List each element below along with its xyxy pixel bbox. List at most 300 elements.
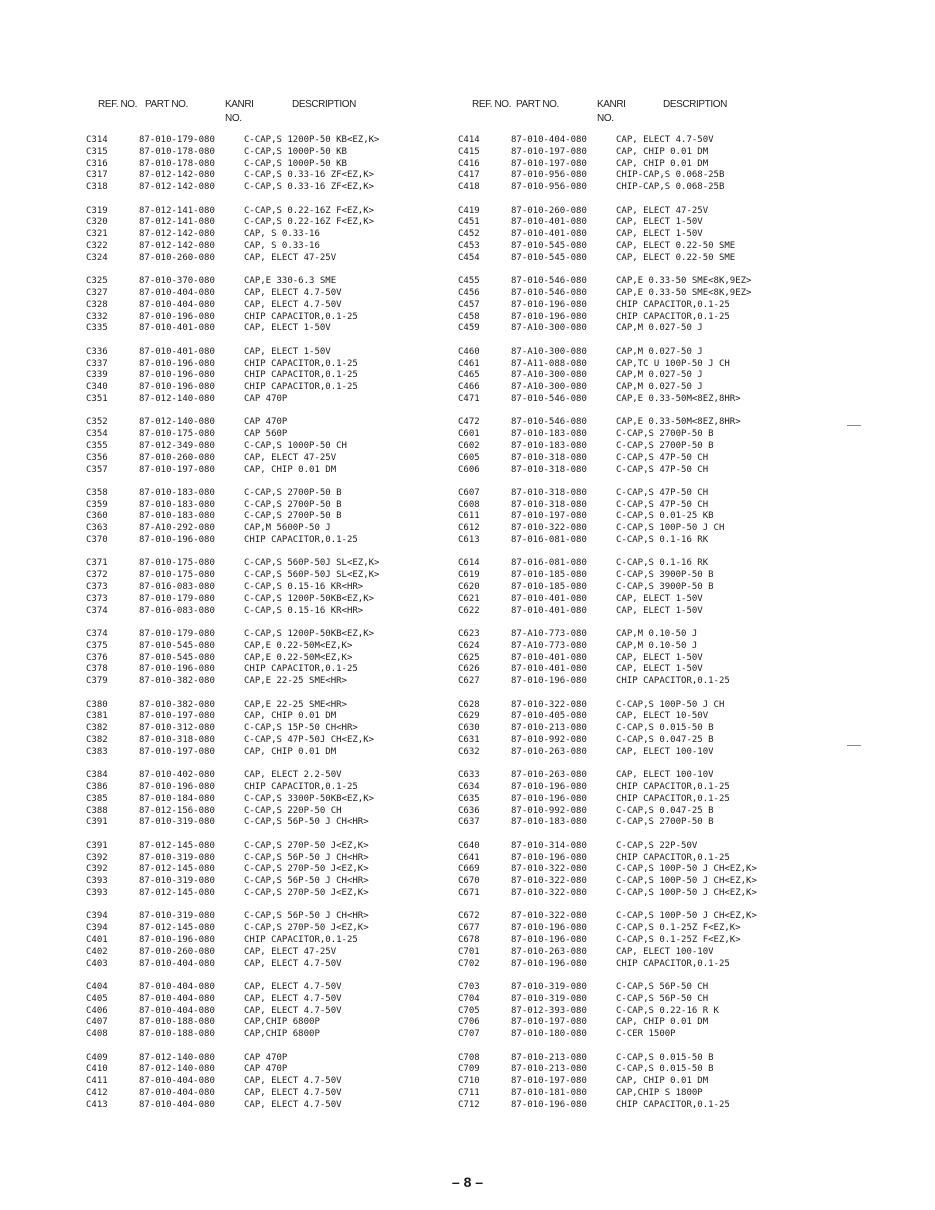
- description: CAP, ELECT 1-50V: [244, 346, 331, 357]
- part-row: [458, 206, 878, 218]
- part-no: 87-010-179-080: [139, 135, 215, 145]
- ref-no: C391: [86, 840, 108, 851]
- part-row: [458, 641, 878, 653]
- ref-no: C465: [458, 370, 480, 381]
- part-no: 87-010-188-080: [139, 1017, 215, 1028]
- part-row: [458, 570, 878, 582]
- part-row: [458, 1006, 878, 1018]
- right-header-kanri: KANRI: [597, 99, 626, 110]
- part-row: [86, 911, 506, 923]
- part-no: 87-010-404-080: [139, 299, 215, 310]
- part-row: [86, 206, 506, 218]
- left-header-kanri-no: NO.: [225, 113, 242, 124]
- part-row: [458, 229, 878, 241]
- part-no: 87-010-404-080: [139, 1099, 215, 1110]
- ref-no: C357: [86, 464, 108, 475]
- parts-group: [86, 488, 506, 547]
- part-no: 87-010-196-080: [511, 1099, 587, 1110]
- part-row: [86, 170, 506, 182]
- part-row: [86, 1029, 506, 1041]
- description: CAP, ELECT 4.7-50V: [244, 1005, 342, 1016]
- part-no: 87-010-178-080: [139, 158, 215, 169]
- part-row: [458, 523, 878, 535]
- part-no: 87-010-196-080: [139, 358, 215, 369]
- ref-no: C412: [86, 1087, 108, 1098]
- ref-no: C415: [458, 146, 480, 157]
- part-row: [458, 300, 878, 312]
- description: CHIP CAPACITOR,0.1-25: [244, 382, 358, 393]
- part-no: 87-010-213-080: [511, 723, 587, 734]
- description: C-CAP,S 47P-50 CH: [616, 464, 709, 475]
- part-row: [86, 453, 506, 465]
- description: CHIP CAPACITOR,0.1-25: [244, 535, 358, 546]
- part-no: 87-010-196-080: [139, 370, 215, 381]
- ref-no: C602: [458, 440, 480, 451]
- description: CAP,CHIP 6800P: [244, 1029, 320, 1040]
- description: C-CAP,S 270P-50 J<EZ,K>: [244, 864, 369, 875]
- description: CAP,M 0.10-50 J: [616, 640, 698, 651]
- part-row: [86, 806, 506, 818]
- part-no: 87-010-196-080: [511, 923, 587, 934]
- ref-no: C340: [86, 382, 108, 393]
- ref-no: C672: [458, 911, 480, 922]
- part-row: [86, 182, 506, 194]
- part-no: 87-010-992-080: [511, 735, 587, 746]
- description: CAP,CHIP 6800P: [244, 1017, 320, 1028]
- part-no: 87-010-404-080: [139, 287, 215, 298]
- description: C-CAP,S 100P-50 J CH<EZ,K>: [616, 876, 757, 887]
- part-no: 87-A10-773-080: [511, 640, 587, 651]
- part-no: 87-010-183-080: [511, 440, 587, 451]
- description: CAP, ELECT 1-50V: [616, 229, 703, 240]
- description: CAP, CHIP 0.01 DM: [616, 146, 709, 157]
- part-row: [458, 723, 878, 735]
- part-no: 87-010-322-080: [511, 523, 587, 534]
- parts-group: [86, 347, 506, 406]
- part-row: [86, 923, 506, 935]
- parts-group: [86, 841, 506, 900]
- part-no: 87-010-183-080: [511, 817, 587, 828]
- ref-no: C702: [458, 958, 480, 969]
- ref-no: C351: [86, 393, 108, 404]
- part-no: 87-010-318-080: [511, 487, 587, 498]
- parts-group: [458, 700, 878, 759]
- description: C-CAP,S 0.33-16 ZF<EZ,K>: [244, 170, 375, 181]
- part-no: 87-010-545-080: [511, 240, 587, 251]
- part-row: [458, 511, 878, 523]
- part-no: 87-010-404-080: [139, 1005, 215, 1016]
- ref-no: C455: [458, 276, 480, 287]
- part-no: 87-A10-292-080: [139, 523, 215, 534]
- ref-no: C711: [458, 1087, 480, 1098]
- part-row: [86, 794, 506, 806]
- ref-no: C414: [458, 135, 480, 145]
- ref-no: C318: [86, 182, 108, 193]
- part-no: 87-010-546-080: [511, 417, 587, 428]
- part-no: 87-A10-300-080: [511, 370, 587, 381]
- description: CAP, CHIP 0.01 DM: [616, 158, 709, 169]
- description: C-CAP,S 2700P-50 B: [244, 511, 342, 522]
- part-no: 87-010-196-080: [511, 793, 587, 804]
- description: C-CAP,S 0.33-16 ZF<EZ,K>: [244, 182, 375, 193]
- part-no: 87-010-260-080: [139, 452, 215, 463]
- part-no: 87-010-401-080: [511, 217, 587, 228]
- ref-no: C612: [458, 523, 480, 534]
- description: C-CAP,S 56P-50 CH: [616, 993, 709, 1004]
- part-row: [86, 417, 506, 429]
- part-row: [86, 747, 506, 759]
- part-no: 87-010-178-080: [139, 146, 215, 157]
- ref-no: C314: [86, 135, 108, 145]
- part-row: [86, 888, 506, 900]
- part-row: [458, 1088, 878, 1100]
- part-row: [458, 135, 878, 147]
- ref-no: C623: [458, 629, 480, 640]
- ref-no: C360: [86, 511, 108, 522]
- ref-no: C705: [458, 1005, 480, 1016]
- part-row: [458, 1029, 878, 1041]
- description: CHIP-CAP,S 0.068-25B: [616, 170, 725, 181]
- description: C-CAP,S 2700P-50 B: [616, 817, 714, 828]
- part-row: [458, 935, 878, 947]
- description: CAP, ELECT 100-10V: [616, 770, 714, 781]
- part-row: [86, 523, 506, 535]
- part-no: 87-010-179-080: [139, 629, 215, 640]
- part-no: 87-010-382-080: [139, 699, 215, 710]
- description: C-CAP,S 100P-50 J CH<EZ,K>: [616, 864, 757, 875]
- part-row: [86, 500, 506, 512]
- part-row: [86, 1017, 506, 1029]
- description: CAP, ELECT 1-50V: [616, 652, 703, 663]
- part-row: [458, 594, 878, 606]
- ref-no: C374: [86, 605, 108, 616]
- part-no: 87-010-402-080: [139, 770, 215, 781]
- ref-no: C374: [86, 629, 108, 640]
- ref-no: C458: [458, 311, 480, 322]
- ref-no: C320: [86, 217, 108, 228]
- description: C-CAP,S 1200P-50KB<EZ,K>: [244, 593, 375, 604]
- part-row: [86, 606, 506, 618]
- part-no: 87-010-382-080: [139, 676, 215, 687]
- ref-no: C471: [458, 393, 480, 404]
- part-row: [458, 159, 878, 171]
- part-row: [86, 723, 506, 735]
- part-row: [458, 817, 878, 829]
- ref-no: C317: [86, 170, 108, 181]
- description: CAP 470P: [244, 393, 288, 404]
- part-no: 87-010-197-080: [139, 464, 215, 475]
- left-header-desc: DESCRIPTION: [292, 99, 356, 110]
- description: C-CAP,S 0.1-25Z F<EZ,K>: [616, 934, 741, 945]
- description: CAP, ELECT 47-25V: [244, 452, 337, 463]
- left-header-ref: REF. NO.: [98, 99, 138, 110]
- part-row: [458, 841, 878, 853]
- part-row: [86, 241, 506, 253]
- ref-no: C472: [458, 417, 480, 428]
- description: CAP, ELECT 1-50V: [616, 664, 703, 675]
- part-row: [458, 217, 878, 229]
- description: C-CAP,S 0.22-16Z F<EZ,K>: [244, 217, 375, 228]
- description: C-CAP,S 2700P-50 B: [616, 429, 714, 440]
- part-no: 87-012-141-080: [139, 205, 215, 216]
- description: CHIP CAPACITOR,0.1-25: [616, 958, 730, 969]
- ref-no: C316: [86, 158, 108, 169]
- ref-no: C392: [86, 852, 108, 863]
- ref-no: C410: [86, 1064, 108, 1075]
- description: CAP,TC U 100P-50 J CH: [616, 358, 730, 369]
- part-row: [86, 594, 506, 606]
- ref-no: C385: [86, 793, 108, 804]
- ref-no: C406: [86, 1005, 108, 1016]
- part-row: [86, 570, 506, 582]
- description: CAP, ELECT 4.7-50V: [244, 981, 342, 992]
- description: CAP, ELECT 1-50V: [616, 217, 703, 228]
- part-no: 87-010-405-080: [511, 711, 587, 722]
- part-no: 87-010-196-080: [139, 311, 215, 322]
- description: CAP, ELECT 1-50V: [244, 323, 331, 334]
- description: CHIP CAPACITOR,0.1-25: [616, 1099, 730, 1110]
- ref-no: C356: [86, 452, 108, 463]
- part-row: [458, 653, 878, 665]
- ref-no: C601: [458, 429, 480, 440]
- description: CAP, ELECT 10-50V: [616, 711, 709, 722]
- part-row: [458, 770, 878, 782]
- description: CHIP CAPACITOR,0.1-25: [616, 782, 730, 792]
- part-no: 87-010-196-080: [511, 299, 587, 310]
- part-row: [458, 488, 878, 500]
- part-no: 87-010-404-080: [139, 993, 215, 1004]
- description: CAP,M 0.027-50 J: [616, 370, 703, 381]
- ref-no: C383: [86, 746, 108, 757]
- part-no: 87-010-260-080: [139, 252, 215, 263]
- part-row: [86, 853, 506, 865]
- part-row: [86, 394, 506, 406]
- part-no: 87-010-401-080: [511, 652, 587, 663]
- ref-no: C625: [458, 652, 480, 663]
- part-row: [86, 1064, 506, 1076]
- ref-no: C352: [86, 417, 108, 428]
- description: CAP 560P: [244, 429, 288, 440]
- ref-no: C634: [458, 782, 480, 792]
- ref-no: C384: [86, 770, 108, 781]
- left-header-part: PART NO.: [145, 99, 188, 110]
- part-row: [458, 888, 878, 900]
- description: C-CAP,S 0.22-16 R K: [616, 1005, 719, 1016]
- part-row: [458, 429, 878, 441]
- description: CAP, CHIP 0.01 DM: [244, 711, 337, 722]
- description: C-CAP,S 0.22-16Z F<EZ,K>: [244, 205, 375, 216]
- description: CAP, ELECT 4.7-50V: [244, 993, 342, 1004]
- ref-no: C393: [86, 876, 108, 887]
- ref-no: C373: [86, 582, 108, 593]
- part-row: [458, 782, 878, 794]
- description: C-CAP,S 270P-50 J<EZ,K>: [244, 887, 369, 898]
- part-row: [86, 323, 506, 335]
- ref-no: C608: [458, 499, 480, 510]
- part-row: [86, 511, 506, 523]
- part-no: 87-010-401-080: [511, 605, 587, 616]
- part-no: 87-010-318-080: [139, 735, 215, 746]
- part-no: 87-010-213-080: [511, 1064, 587, 1075]
- part-no: 87-010-318-080: [511, 499, 587, 510]
- parts-group: [458, 135, 878, 194]
- part-no: 87-012-140-080: [139, 393, 215, 404]
- parts-group: [86, 206, 506, 265]
- parts-group: [458, 417, 878, 476]
- ref-no: C627: [458, 676, 480, 687]
- description: CAP 470P: [244, 1064, 288, 1075]
- part-no: 87-A10-300-080: [511, 323, 587, 334]
- description: CAP,M 0.027-50 J: [616, 346, 703, 357]
- part-no: 87-010-404-080: [139, 1087, 215, 1098]
- ref-no: C327: [86, 287, 108, 298]
- part-no: 87-010-318-080: [511, 452, 587, 463]
- part-no: 87-012-145-080: [139, 864, 215, 875]
- part-no: 87-010-197-080: [511, 158, 587, 169]
- left-header-kanri: KANRI: [225, 99, 254, 110]
- description: C-CAP,S 100P-50 J CH: [616, 699, 725, 710]
- parts-group: [458, 1053, 878, 1112]
- part-row: [458, 947, 878, 959]
- ref-no: C708: [458, 1052, 480, 1063]
- part-row: [86, 982, 506, 994]
- right-header-ref: REF. NO.: [472, 99, 512, 110]
- ref-no: C710: [458, 1076, 480, 1087]
- description: CHIP CAPACITOR,0.1-25: [244, 358, 358, 369]
- part-row: [458, 170, 878, 182]
- part-no: 87-010-184-080: [139, 793, 215, 804]
- description: C-CAP,S 220P-50 CH: [244, 805, 342, 816]
- part-row: [458, 147, 878, 159]
- part-row: [86, 558, 506, 570]
- ref-no: C376: [86, 652, 108, 663]
- part-no: 87-010-263-080: [511, 946, 587, 957]
- description: CAP,E 22-25 SME<HR>: [244, 699, 347, 710]
- description: CAP, ELECT 4.7-50V: [244, 1099, 342, 1110]
- part-row: [458, 558, 878, 570]
- part-no: 87-010-322-080: [511, 864, 587, 875]
- ref-no: C419: [458, 205, 480, 216]
- description: CAP 470P: [244, 417, 288, 428]
- part-no: 87-010-197-080: [511, 146, 587, 157]
- description: C-CAP,S 560P-50J SL<EZ,K>: [244, 570, 380, 581]
- margin-mark: [847, 745, 861, 746]
- part-row: [458, 853, 878, 865]
- part-row: [86, 312, 506, 324]
- description: CAP, ELECT 1-50V: [616, 593, 703, 604]
- part-no: 87-012-142-080: [139, 240, 215, 251]
- description: CAP, ELECT 2.2-50V: [244, 770, 342, 781]
- part-row: [86, 770, 506, 782]
- description: CAP, ELECT 47-25V: [244, 252, 337, 263]
- description: C-CAP,S 47P-50 CH: [616, 499, 709, 510]
- part-no: 87-010-545-080: [511, 252, 587, 263]
- description: C-CAP,S 100P-50 J CH<EZ,K>: [616, 887, 757, 898]
- part-row: [86, 347, 506, 359]
- part-no: 87-010-196-080: [139, 934, 215, 945]
- ref-no: C637: [458, 817, 480, 828]
- part-no: 87-A11-088-080: [511, 358, 587, 369]
- description: CHIP CAPACITOR,0.1-25: [616, 793, 730, 804]
- description: CAP, CHIP 0.01 DM: [616, 1017, 709, 1028]
- ref-no: C451: [458, 217, 480, 228]
- ref-no: C626: [458, 664, 480, 675]
- description: C-CAP,S 22P-50V: [616, 840, 698, 851]
- part-no: 87-016-083-080: [139, 605, 215, 616]
- description: CHIP CAPACITOR,0.1-25: [244, 664, 358, 675]
- ref-no: C382: [86, 735, 108, 746]
- description: C-CAP,S 3300P-50KB<EZ,K>: [244, 793, 375, 804]
- description: CAP, ELECT 0.22-50 SME: [616, 240, 736, 251]
- part-no: 87-010-196-080: [511, 782, 587, 792]
- part-row: [458, 276, 878, 288]
- part-no: 87-010-319-080: [139, 852, 215, 863]
- part-row: [458, 747, 878, 759]
- description: CAP, ELECT 4.7-50V: [244, 958, 342, 969]
- description: CHIP CAPACITOR,0.1-25: [244, 782, 358, 792]
- description: CAP, ELECT 100-10V: [616, 746, 714, 757]
- ref-no: C454: [458, 252, 480, 263]
- description: C-CAP,S 270P-50 J<EZ,K>: [244, 840, 369, 851]
- description: CHIP CAPACITOR,0.1-25: [616, 299, 730, 310]
- ref-no: C378: [86, 664, 108, 675]
- part-row: [458, 629, 878, 641]
- ref-no: C669: [458, 864, 480, 875]
- part-no: 87-010-322-080: [511, 887, 587, 898]
- description: CAP, ELECT 0.22-50 SME: [616, 252, 736, 263]
- part-row: [86, 1088, 506, 1100]
- description: C-CAP,S 270P-50 J<EZ,K>: [244, 923, 369, 934]
- part-row: [86, 841, 506, 853]
- ref-no: C322: [86, 240, 108, 251]
- description: C-CAP,S 0.01-25 KB: [616, 511, 714, 522]
- part-row: [458, 806, 878, 818]
- part-row: [86, 382, 506, 394]
- ref-no: C614: [458, 558, 480, 569]
- part-no: 87-010-312-080: [139, 723, 215, 734]
- ref-no: C403: [86, 958, 108, 969]
- ref-no: C359: [86, 499, 108, 510]
- ref-no: C619: [458, 570, 480, 581]
- ref-no: C388: [86, 805, 108, 816]
- part-row: [458, 1053, 878, 1065]
- ref-no: C629: [458, 711, 480, 722]
- part-no: 87-012-145-080: [139, 923, 215, 934]
- part-no: 87-010-319-080: [139, 911, 215, 922]
- part-row: [458, 535, 878, 547]
- part-no: 87-016-083-080: [139, 582, 215, 593]
- parts-group: [86, 558, 506, 617]
- part-row: [86, 876, 506, 888]
- ref-no: C640: [458, 840, 480, 851]
- part-row: [86, 994, 506, 1006]
- ref-no: C417: [458, 170, 480, 181]
- part-no: 87-010-318-080: [511, 464, 587, 475]
- part-no: 87-012-349-080: [139, 440, 215, 451]
- description: C-CAP,S 15P-50 CH<HR>: [244, 723, 358, 734]
- part-row: [86, 441, 506, 453]
- part-row: [458, 1076, 878, 1088]
- ref-no: C632: [458, 746, 480, 757]
- description: CHIP CAPACITOR,0.1-25: [244, 370, 358, 381]
- part-no: 87-012-393-080: [511, 1005, 587, 1016]
- ref-no: C457: [458, 299, 480, 310]
- part-no: 87-012-140-080: [139, 417, 215, 428]
- part-row: [86, 1100, 506, 1112]
- part-row: [86, 653, 506, 665]
- description: C-CAP,S 0.15-16 KR<HR>: [244, 605, 364, 616]
- part-row: [458, 923, 878, 935]
